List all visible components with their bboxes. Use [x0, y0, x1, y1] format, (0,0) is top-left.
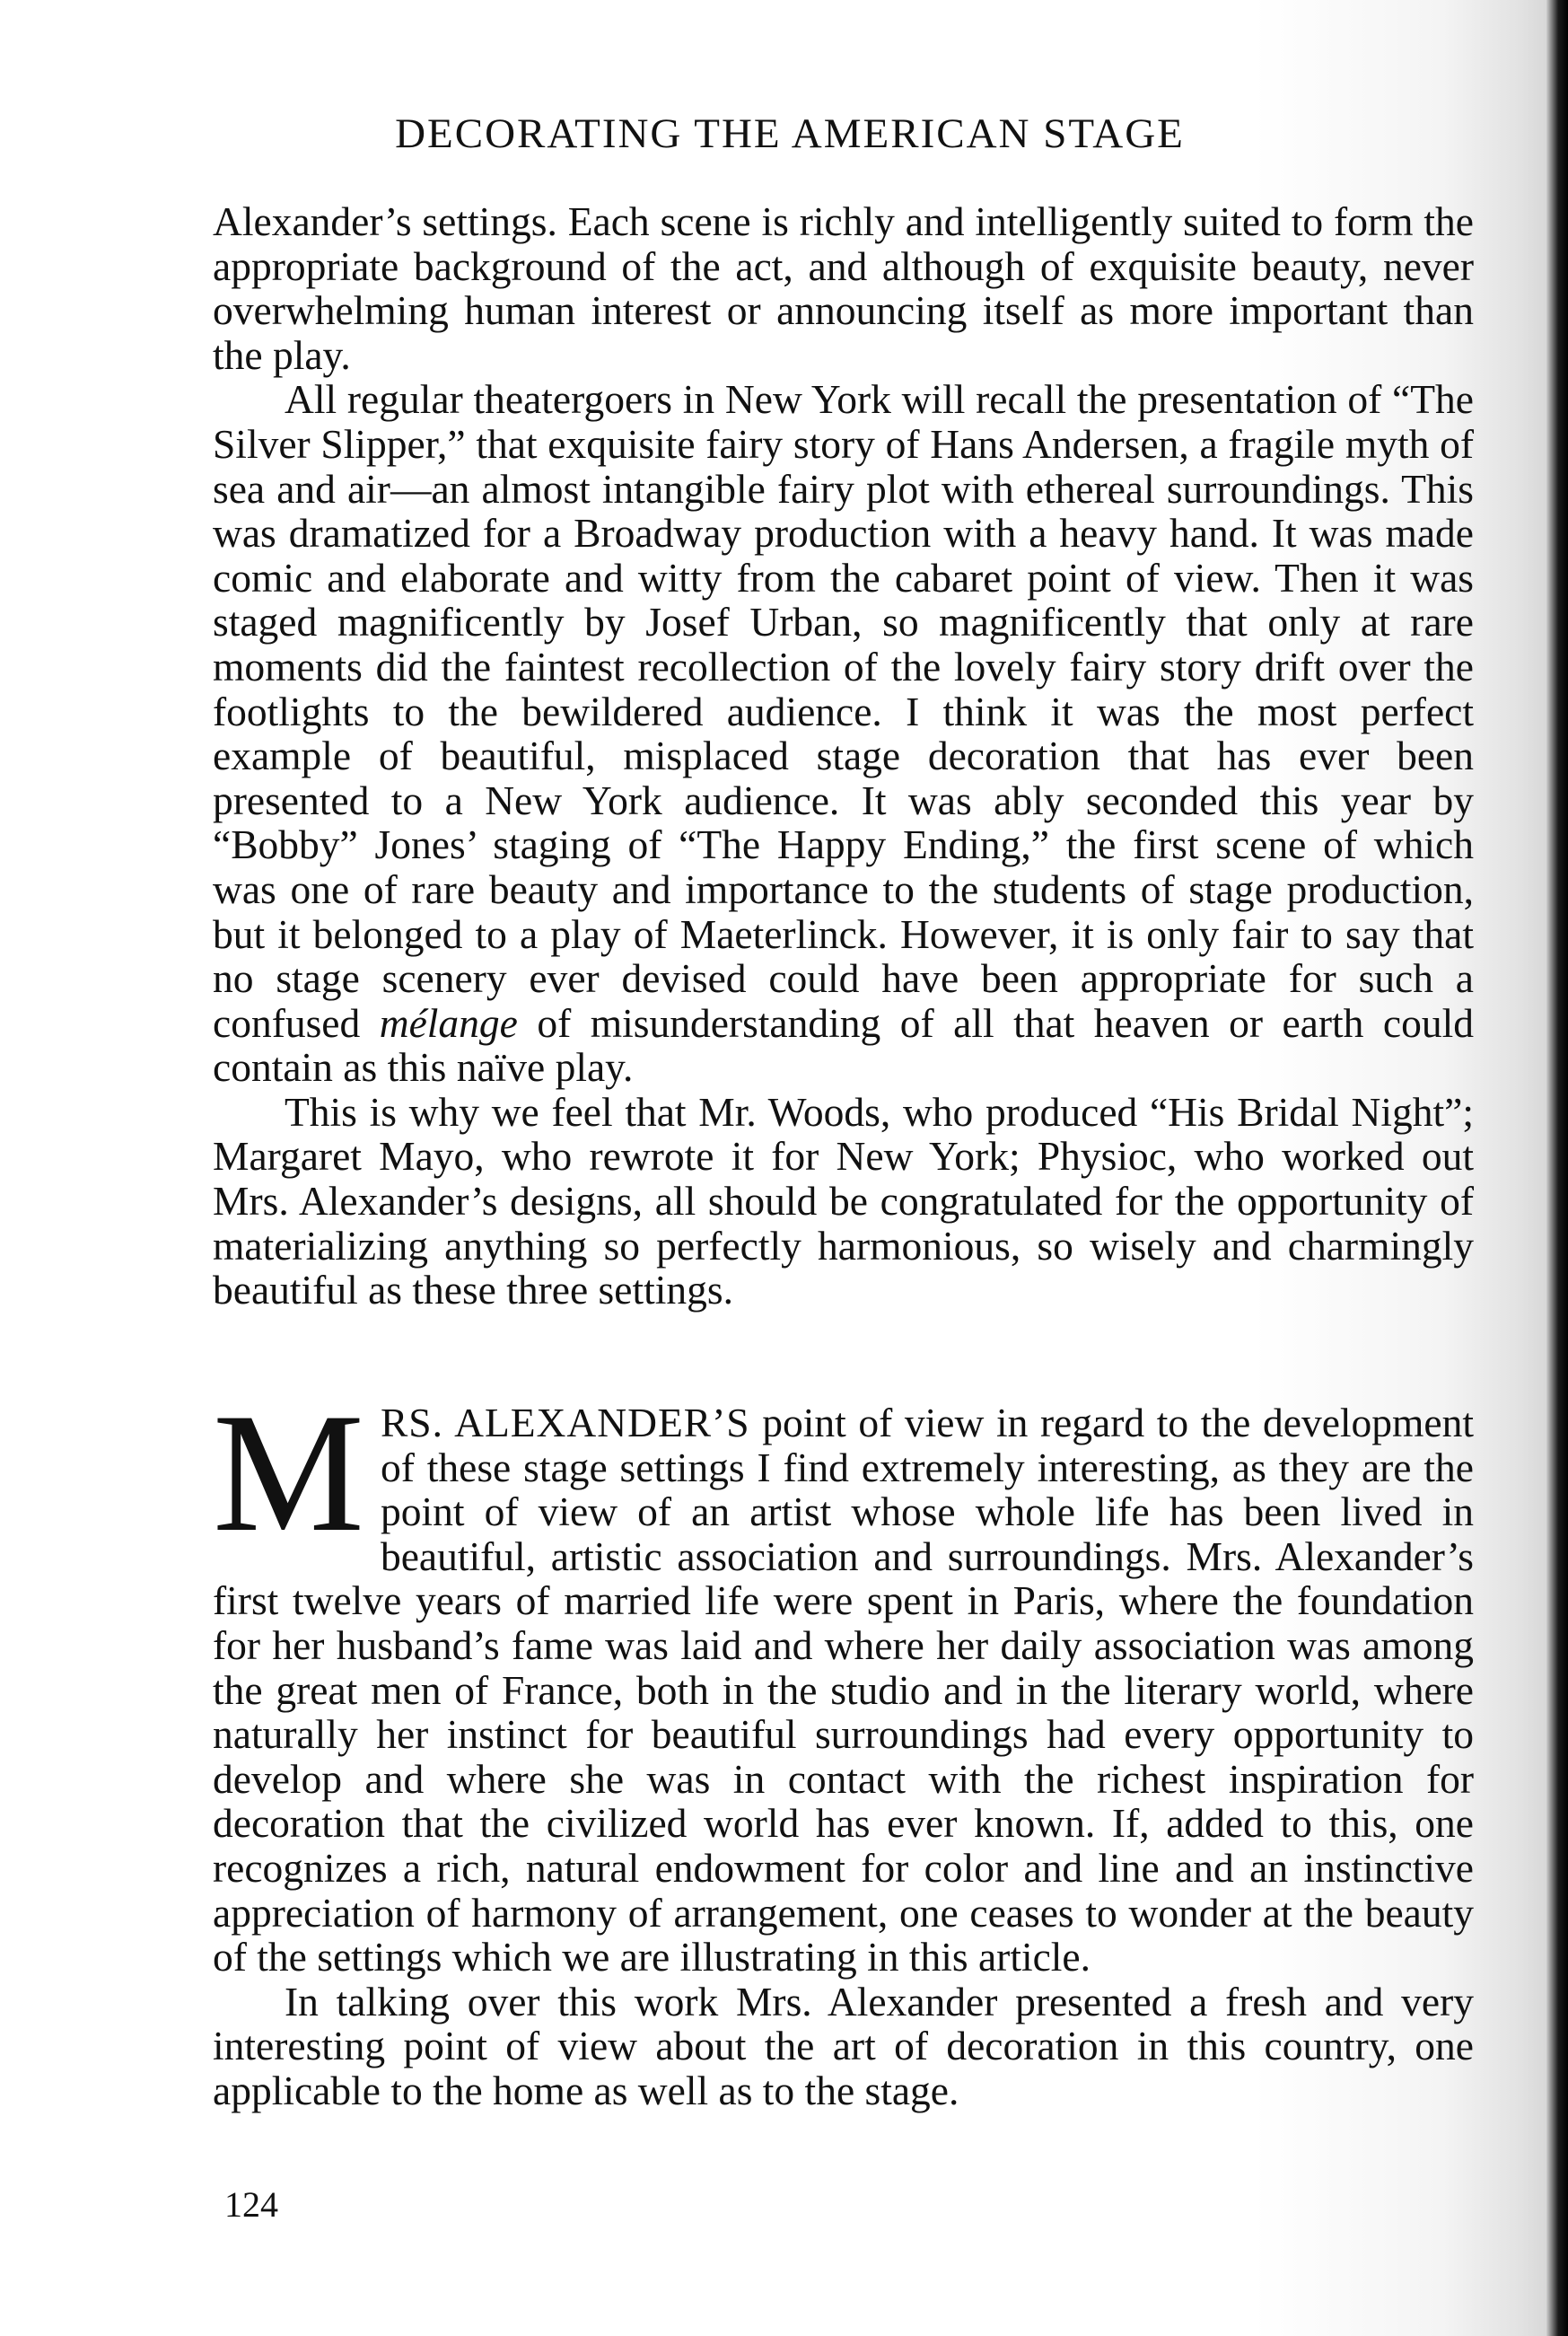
page-number: 124	[224, 2184, 278, 2225]
body-text-section-2	[213, 1379, 1475, 2113]
italic-text: mélange	[379, 999, 518, 1046]
paragraph-text: Alexander’s settings. Each scene is richly and intelligently suited to form the appropriate background of the act, and although of exquisite beauty, never overwhelming human interest or announcing itself as more important than the play.	[213, 198, 1474, 378]
paragraph-text: All regular theatergoers in New York will recall the presentation of “The Silver Slipper,” that exquisite fairy story of Hans Andersen, a fragile myth of sea and air—an almost intangible fairy plot with ethereal surroundings. This was dramatized for a Broadway production with a heavy hand. It was made comic and elaborate and witty from the cabaret point of view. Then it was staged magnificently by Josef Urban, so magnificently that only at rare moments did the faintest recollection of the lovely fairy story drift over the footlights to the bewildered audience. I think it was the most perfect example of beautiful, misplaced stage decoration that has ever been presented to a New York audience. It was ably seconded this year by “Bobby” Jones’ staging of “The Happy Ending,” the first scene of which was one of rare beauty and importance to the students of stage production, but it belonged to a play of Maeterlinck. However, it is only fair to say that no stage scenery ever devised could have been appropriate for such a confused	[213, 376, 1474, 1046]
body-text-section-1	[213, 199, 1474, 1313]
running-head: DECORATING THE AMERICAN STAGE	[395, 110, 1185, 157]
paragraph-text: This is why we feel that Mr. Woods, who produced “His Bridal Night”; Margaret Mayo, who rewrote it for New York; Physioc, who worked out Mrs. Alexander’s designs, all should be congratulated for the opportunity of materializing anything so perfectly harmonious, so wisely and charmingly beautiful as these three settings.	[213, 1088, 1474, 1313]
paragraph: In talking over this work Mrs. Alexander presented a fresh and very interesting point of view about the art of decoration in this country, one applicable to the home as well as to the stage.	[213, 1978, 1474, 2113]
drop-cap: M	[213, 1379, 364, 1568]
page-gutter-shadow	[1546, 0, 1568, 2336]
lead-in-caps: RS. ALEXANDER’S	[380, 1400, 750, 1445]
paragraph-text: point of view in regard to the development of these stage settings I find extremely interesting, as they are the point of view of an artist whose whole life has been lived in beautiful, artistic association and surroundings. Mrs. Alexander’s first twelve years of married life were spent in Paris, where the foundation for her husband’s fame was laid and where her daily association was among the great men of France, both in the studio and in the literary world, where naturally her instinct for beautiful surroundings had every opportunity to develop and where she was in contact with the richest inspiration for decoration that the civilized world has ever known. If, added to this, one recognizes a rich, natural endowment for color and line and an instinctive appreciation of harmony of arrangement, one ceases to wonder at the beauty of the settings which we are illustrating in this article.	[213, 1400, 1475, 1980]
paragraph	[213, 1090, 1474, 1313]
paragraph	[213, 377, 1474, 1090]
paragraph	[213, 199, 1474, 377]
paragraph-drop-cap	[213, 1379, 1475, 1980]
paragraph-text: of misunderstanding of all that heaven or earth could contain as this naïve play.	[213, 999, 1474, 1091]
